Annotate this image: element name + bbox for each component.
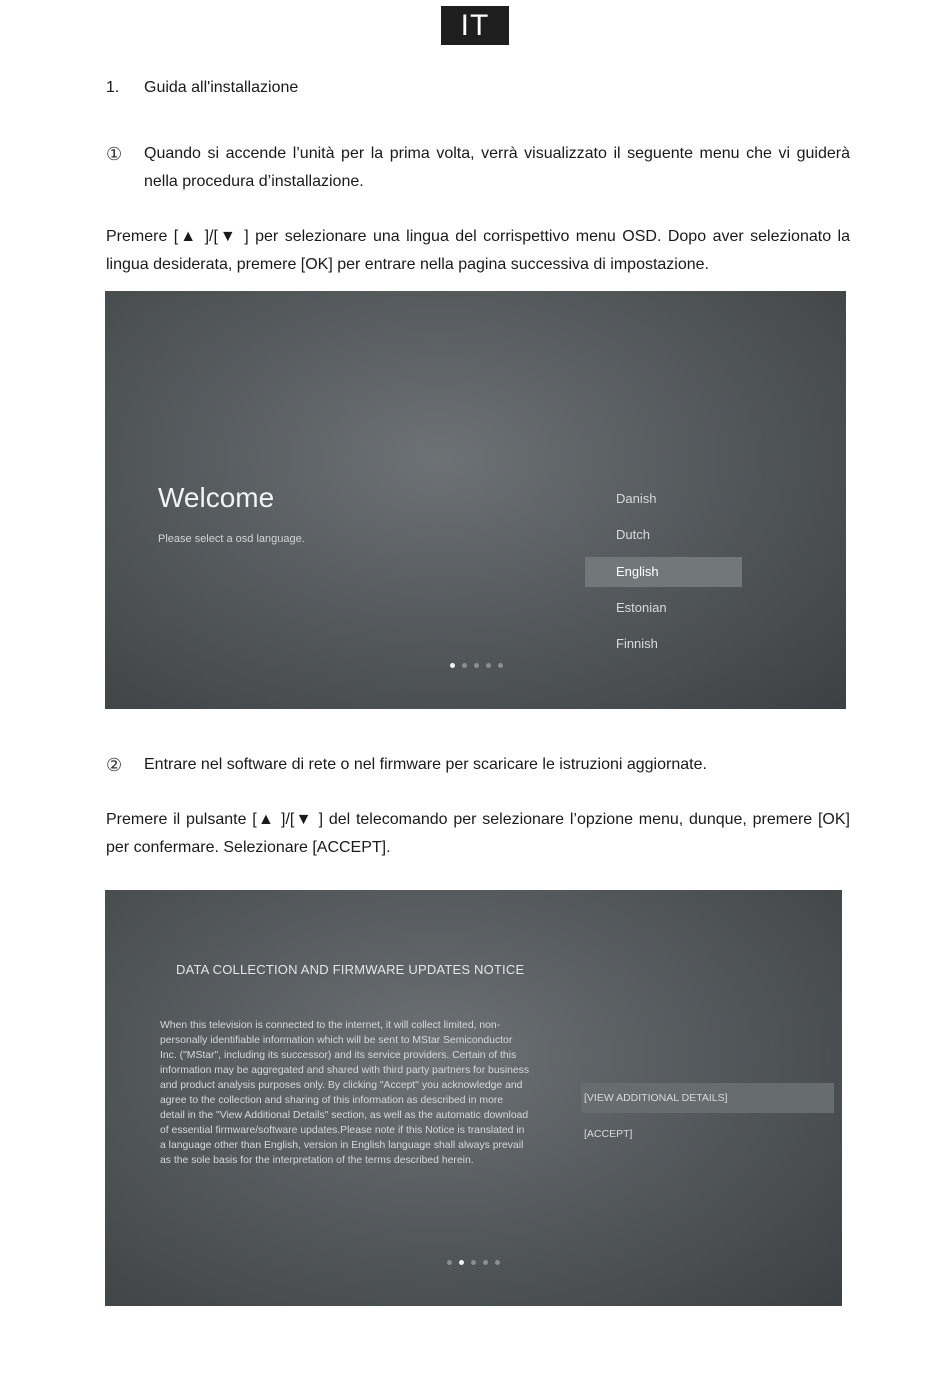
step-2-marker: ② [106, 755, 123, 775]
language-selection-screenshot [105, 291, 846, 709]
section-heading [106, 74, 298, 102]
step-2 [106, 751, 850, 779]
notice-body: When this television is connected to the internet, it will collect limited, non-personally identifiable information which will be sent to MStar Semiconductor Inc. ("MStar", including its successor) and its service providers. Certain of this information may be aggregated and shared with third party partners for business and product analysis purposes only. By clicking "Accept" you acknowledge and agree to the collection and sharing of this information as described in more detail in the "View Additional Details" section, as well as the automatic download of essential firmware/software updates.Please note if this Notice is translated in a language other than English, version in English language shall always prevail as the sole basis for the interpretation of the terms described herein. [160, 1020, 530, 1166]
page-dot [447, 1260, 452, 1265]
step-2-text: Entrare nel software di rete o nel firmware per scaricare le istruzioni aggiornate. [144, 756, 707, 773]
language-code-badge: IT [441, 6, 509, 45]
page-dot [498, 663, 503, 668]
page-dot [495, 1260, 500, 1265]
page-indicator [447, 1260, 500, 1265]
language-item-estonian[interactable]: Estonian [616, 600, 667, 615]
page-dot [474, 663, 479, 668]
section-number: 1. [106, 79, 120, 96]
language-item-dutch[interactable]: Dutch [616, 527, 650, 542]
page-dot [471, 1260, 476, 1265]
section-title: Guida all'installazione [144, 79, 299, 96]
language-item-english[interactable]: English [585, 557, 742, 587]
page-dot-active [450, 663, 455, 668]
welcome-title: Welcome [158, 482, 275, 513]
language-item-finnish[interactable]: Finnish [616, 636, 658, 651]
view-additional-details-option[interactable]: [VIEW ADDITIONAL DETAILS] [581, 1083, 834, 1113]
welcome-subtitle: Please select a osd language. [158, 533, 305, 545]
page-dot [486, 663, 491, 668]
step-1 [106, 140, 850, 196]
step-1-text: Quando si accende l’unità per la prima volta, verrà visualizzato il seguente menu che vi guiderà nella procedura d’installazione. [144, 145, 850, 190]
accept-option[interactable]: [ACCEPT] [584, 1128, 633, 1140]
step-1-marker: ① [106, 144, 123, 164]
notice-title: DATA COLLECTION AND FIRMWARE UPDATES NOTICE [176, 962, 525, 977]
step-1-instruction: Premere [▲ ]/[▼ ] per selezionare una lingua del corrispettivo menu OSD. Dopo aver selezionato la lingua desiderata, premere [OK] per entrare nella pagina successiva di impostazione. [106, 228, 850, 273]
step-2-instruction: Premere il pulsante [▲ ]/[▼ ] del telecomando per selezionare l’opzione menu, dunque, premere [OK] per confermare. Selezionare [ACCEPT]. [106, 811, 850, 856]
page-indicator [450, 663, 503, 668]
page-dot [483, 1260, 488, 1265]
data-collection-notice-screenshot [105, 890, 842, 1306]
page-dot [462, 663, 467, 668]
language-item-danish[interactable]: Danish [616, 491, 657, 506]
page-dot-active [459, 1260, 464, 1265]
